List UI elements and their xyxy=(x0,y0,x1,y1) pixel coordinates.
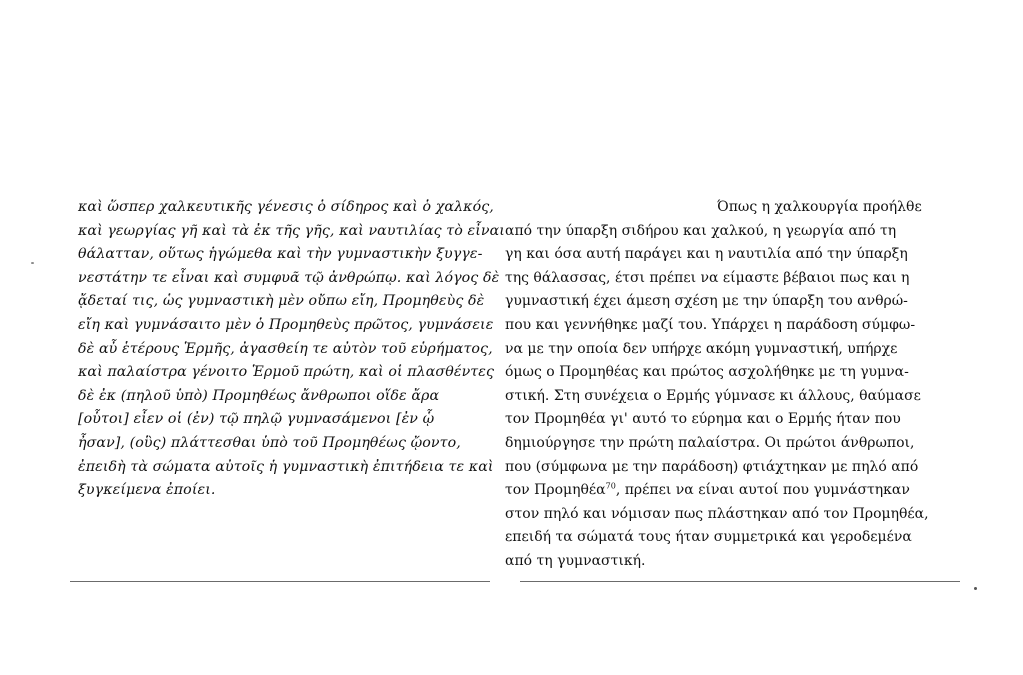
ancient-line-2: καὶ γεωργίας γῆ καὶ τὰ ἐκ τῆς γῆς, καὶ ναυτιλίας τὸ εἶναι xyxy=(78,222,505,239)
ancient-line-5: ᾄδεταί τις, ὡς γυμναστικὴ μὲν οὔπω εἴη, Προμηθεὺς δὲ xyxy=(78,293,485,310)
ancient-line-10: [οὗτοι] εἶεν οἱ (ἐν) τῷ πηλῷ γυμνασάμενοι [ἐν ᾧ xyxy=(78,411,435,428)
footnote-marker: 70 xyxy=(605,481,616,491)
modern-line-10: τον Προμηθέα γι' αυτό το εύρημα και ο Ερμής ήταν που xyxy=(505,411,901,428)
ancient-greek-column xyxy=(78,196,505,503)
modern-line-11: δημιούργησε την πρώτη παλαίστρα. Οι πρώτοι άνθρωποι, xyxy=(505,434,915,451)
ancient-line-9: δὲ ἐκ (πηλοῦ ὑπὸ) Προμηθέως ἄνθρωποι οἵδε ἄρα xyxy=(78,387,440,404)
ancient-line-11: ἦσαν], (οὓς) πλάττεσθαι ὑπὸ τοῦ Προμηθέως ᾤοντο, xyxy=(78,434,461,451)
modern-line-16: από τη γυμναστική. xyxy=(505,552,646,569)
ancient-line-7: δὲ αὖ ἑτέρους Ἑρμῆς, ἀγασθείη τε αὐτὸν τοῦ εὑρήματος, xyxy=(78,340,493,357)
ancient-line-1: καὶ ὥσπερ χαλκευτικῆς γένεσις ὁ σίδηρος καὶ ὁ χαλκός, xyxy=(78,199,494,215)
modern-line-14: στον πηλό και νόμισαν πως πλάστηκαν από τον Προμηθέα, xyxy=(505,505,929,522)
bottom-rule-left xyxy=(70,581,490,582)
modern-line-13 xyxy=(505,479,955,503)
modern-line-13-start: τον Προμηθέα xyxy=(505,482,606,499)
modern-line-1: Όπως η χαλκουργία προήλθε xyxy=(717,199,922,215)
scan-speck xyxy=(974,587,977,590)
bottom-rule-right xyxy=(520,581,960,582)
ancient-line-13: ξυγκείμενα ἐποίει. xyxy=(78,482,216,499)
scan-speck xyxy=(31,262,34,264)
ancient-line-3: θάλατταν, οὕτως ἡγώμεθα καὶ τὴν γυμναστικὴν ξυγγε- xyxy=(78,246,483,263)
modern-line-12: που (σύμφωνα με την παράδοση) φτιάχτηκαν με πηλό από xyxy=(505,458,919,475)
modern-line-5: γυμναστική έχει άμεση σχέση με την ύπαρξη του ανθρώ- xyxy=(505,293,908,310)
modern-line-13-end: , πρέπει να είναι αυτοί που γυμνάστηκαν xyxy=(615,482,910,499)
modern-line-4: της θάλασσας, έτσι πρέπει να είμαστε βέβαιοι πως και η xyxy=(505,269,910,286)
modern-line-3: γη και όσα αυτή παράγει και η ναυτιλία από την ύπαρξη xyxy=(505,246,908,263)
ancient-line-8: καὶ παλαίστρα γένοιτο Ἑρμοῦ πρώτη, καὶ οἱ πλασθέντες xyxy=(78,364,494,381)
modern-line-7: να με την οποία δεν υπήρχε ακόμη γυμναστική, υπήρχε xyxy=(505,340,898,357)
modern-line-9: στική. Στη συνέχεια ο Ερμής γύμνασε κι άλλους, θαύμασε xyxy=(505,387,921,404)
modern-line-2: από την ύπαρξη σιδήρου και χαλκού, η γεωργία από τη xyxy=(505,222,897,239)
modern-line-15: επειδή τα σώματά τους ήταν συμμετρικά και γεροδεμένα xyxy=(505,529,912,546)
ancient-line-4: νεστάτην τε εἶναι καὶ συμφυᾶ τῷ ἀνθρώπῳ. καὶ λόγος δὲ xyxy=(78,269,500,286)
ancient-line-6: εἴη καὶ γυμνάσαιτο μὲν ὁ Προμηθεὺς πρῶτος, γυμνάσειε xyxy=(78,316,494,333)
modern-line-6: που και γεννήθηκε μαζί του. Υπάρχει η παράδοση σύμφω- xyxy=(505,316,916,333)
modern-line-8: όμως ο Προμηθέας και πρώτος ασχολήθηκε με τη γυμνα- xyxy=(505,364,909,381)
modern-greek-translation-column xyxy=(505,196,955,574)
ancient-line-12: ἐπειδὴ τὰ σώματα αὐτοῖς ἡ γυμναστικὴ ἐπιτήδεια τε καὶ xyxy=(78,458,494,475)
